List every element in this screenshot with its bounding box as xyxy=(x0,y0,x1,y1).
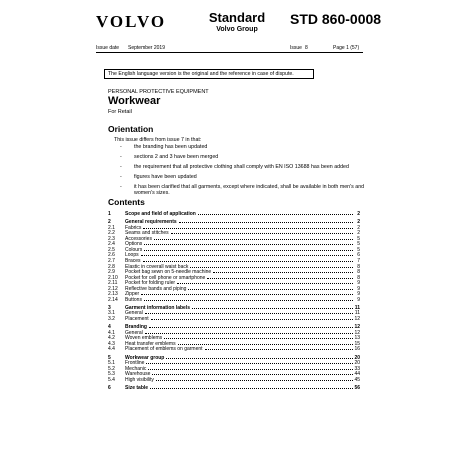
toc-page: 9 xyxy=(357,285,360,292)
toc-page: 5 xyxy=(357,246,360,253)
orientation-list xyxy=(120,144,370,200)
toc-number: 5.1 xyxy=(108,360,115,367)
toc-number: 2 xyxy=(108,219,111,226)
toc-page: 16 xyxy=(354,346,360,353)
toc-label: Options xyxy=(125,241,143,248)
toc-label: Garment information labels xyxy=(125,304,191,311)
toc-leader xyxy=(207,274,353,279)
toc-leader xyxy=(213,268,353,273)
issue-date: September 2019 xyxy=(128,45,165,51)
toc-leader xyxy=(166,354,353,359)
toc-leader xyxy=(144,296,353,301)
toc-number: 4.3 xyxy=(108,340,115,347)
category-label: PERSONAL PROTECTIVE EQUIPMENT xyxy=(108,89,209,95)
toc-leader xyxy=(145,309,353,314)
document-subtitle: For Retail xyxy=(108,109,132,115)
toc-label: Scope and field of application xyxy=(125,211,196,217)
page-label: Page 1 (57) xyxy=(333,45,360,51)
document-title: Workwear xyxy=(108,95,161,107)
group-label: Volvo Group xyxy=(216,26,258,33)
toc-page: 45 xyxy=(354,376,360,383)
toc-page: 2 xyxy=(357,211,360,217)
toc-number: 4.2 xyxy=(108,335,115,342)
toc-label: Pocket for cell phone or smartphone xyxy=(125,274,206,281)
toc-leader xyxy=(179,218,353,223)
toc-leader xyxy=(146,359,353,364)
toc-page: 12 xyxy=(354,324,360,331)
toc-label: Zipper xyxy=(125,291,140,298)
issue-label: Issue xyxy=(290,45,302,51)
toc-label: Pocket for folding ruler xyxy=(125,280,176,287)
toc-leader xyxy=(192,304,353,309)
toc-leader xyxy=(171,229,353,234)
toc-label: Loops xyxy=(125,252,139,259)
toc-number: 4 xyxy=(108,324,111,331)
toc-label: Pocket bag sewn on 5-needle machine xyxy=(125,269,212,276)
toc-number: 1 xyxy=(108,211,111,217)
toc-label: Warehouse xyxy=(125,371,151,378)
toc-label: High visibility xyxy=(125,376,154,383)
toc-page: 2 xyxy=(357,230,360,237)
toc-number: 2.10 xyxy=(108,274,118,281)
toc-leader xyxy=(143,257,353,262)
standard-heading xyxy=(207,11,267,34)
toc-number: 2.2 xyxy=(108,230,115,237)
toc-label: Buttons xyxy=(125,296,142,303)
toc-number: 3.1 xyxy=(108,310,115,317)
toc-leader xyxy=(154,235,353,240)
toc-leader xyxy=(164,334,353,339)
toc-label: Frontline xyxy=(125,360,145,367)
toc-entry[interactable] xyxy=(108,210,360,216)
toc-page: 20 xyxy=(354,354,360,361)
toc-number: 3 xyxy=(108,304,111,311)
toc-number: 2.13 xyxy=(108,291,118,298)
toc-page: 2 xyxy=(357,224,360,231)
toc-number: 2.9 xyxy=(108,269,115,276)
toc-number: 5.3 xyxy=(108,371,115,378)
toc-page: 11 xyxy=(354,310,360,317)
toc-leader xyxy=(141,251,353,256)
toc-leader xyxy=(145,329,353,334)
toc-number: 2.7 xyxy=(108,257,115,264)
toc-number: 5.4 xyxy=(108,376,115,383)
toc-number: 4.4 xyxy=(108,346,115,353)
list-item: - figures have been updated xyxy=(120,174,197,180)
orientation-heading: Orientation xyxy=(108,124,154,134)
toc-label: Woven emblems xyxy=(125,335,163,342)
toc-label: Branding xyxy=(125,324,147,331)
toc-page: 5 xyxy=(357,241,360,248)
toc-leader xyxy=(198,210,353,215)
toc-label: Seams and stitches xyxy=(125,230,169,237)
toc-entry[interactable] xyxy=(108,376,360,382)
toc-number: 2.6 xyxy=(108,252,115,259)
toc-label: Fabrics xyxy=(125,224,142,231)
toc-label: Braces xyxy=(125,257,141,264)
toc-page: 5 xyxy=(357,235,360,242)
language-notice: The English language version is the original and the reference in case of dispute. xyxy=(104,69,314,79)
toc-number: 3.2 xyxy=(108,316,115,323)
list-item: - sections 2 and 3 have been merged xyxy=(120,154,219,160)
table-of-contents xyxy=(108,210,360,389)
toc-number: 5 xyxy=(108,354,111,361)
toc-number: 6 xyxy=(108,384,111,391)
toc-number: 2.14 xyxy=(108,296,118,303)
toc-page: 9 xyxy=(357,296,360,303)
toc-page: 44 xyxy=(354,371,360,378)
toc-leader xyxy=(143,224,353,229)
toc-label: General xyxy=(125,310,143,317)
toc-label: Mechanic xyxy=(125,365,147,372)
toc-leader xyxy=(177,279,353,284)
toc-page: 11 xyxy=(354,304,360,311)
toc-page: 56 xyxy=(354,384,360,391)
toc-entry[interactable] xyxy=(108,345,360,351)
list-item: - the requirement that all protective clothing shall comply with EN ISO 13688 has been added xyxy=(120,164,349,170)
toc-page: 15 xyxy=(354,340,360,347)
toc-page: 13 xyxy=(354,335,360,342)
toc-leader xyxy=(152,370,353,375)
toc-page: 2 xyxy=(357,219,360,226)
toc-leader xyxy=(156,376,353,381)
toc-page: 12 xyxy=(354,316,360,323)
toc-number: 2.5 xyxy=(108,246,115,253)
toc-number: 5.2 xyxy=(108,365,115,372)
standard-label: Standard xyxy=(208,10,266,25)
toc-number: 2.4 xyxy=(108,241,115,248)
toc-page: 20 xyxy=(354,360,360,367)
toc-page: 8 xyxy=(357,263,360,270)
toc-label: Accessories xyxy=(125,235,152,242)
toc-page: 33 xyxy=(354,365,360,372)
toc-label: Placement of emblems on garment xyxy=(125,346,203,353)
toc-label: Workwear group xyxy=(125,354,165,361)
volvo-logo: VOLVO xyxy=(96,12,167,31)
toc-number: 2.8 xyxy=(108,263,115,270)
toc-leader xyxy=(188,285,353,290)
toc-page: 7 xyxy=(357,257,360,264)
toc-label: General requirements xyxy=(125,219,177,226)
toc-page: 6 xyxy=(357,252,360,259)
toc-label: General xyxy=(125,329,143,336)
orientation-intro: This issue differs from issue 7 in that: xyxy=(114,137,202,143)
toc-page: 9 xyxy=(357,291,360,298)
header-divider xyxy=(96,52,363,53)
toc-label: Reflective bands and piping xyxy=(125,285,187,292)
toc-leader xyxy=(190,263,353,268)
toc-label: Placement xyxy=(125,316,149,323)
list-item: - it has been clarified that all garments, except where indicated, shall be available in both men's and women's sizes. xyxy=(120,184,365,196)
issue-number: 8 xyxy=(305,45,308,51)
toc-leader xyxy=(144,246,353,251)
toc-leader xyxy=(205,345,353,350)
list-item: - the branding has been updated xyxy=(120,144,208,150)
toc-entry[interactable] xyxy=(108,384,360,390)
toc-leader xyxy=(149,323,353,328)
contents-heading: Contents xyxy=(108,197,145,207)
toc-leader xyxy=(178,340,353,345)
toc-page: 8 xyxy=(357,269,360,276)
toc-number: 2.1 xyxy=(108,224,115,231)
issue-date-label: Issue date xyxy=(96,45,120,51)
toc-entry[interactable] xyxy=(108,315,360,321)
toc-page: 12 xyxy=(354,329,360,336)
toc-number: 2.3 xyxy=(108,235,115,242)
toc-entry[interactable] xyxy=(108,296,360,302)
toc-number: 2.12 xyxy=(108,285,118,292)
toc-leader xyxy=(150,384,353,389)
toc-label: Size table xyxy=(125,384,149,391)
toc-page: 8 xyxy=(357,274,360,281)
toc-label: Heat transfer emblems xyxy=(125,340,176,347)
toc-leader xyxy=(144,240,353,245)
toc-label: Colours xyxy=(125,246,143,253)
toc-leader xyxy=(141,290,353,295)
toc-label: Elastic in coverall waist back xyxy=(125,263,189,270)
toc-leader xyxy=(148,365,353,370)
toc-leader xyxy=(151,315,353,320)
toc-page: 9 xyxy=(357,280,360,287)
toc-number: 2.11 xyxy=(108,280,118,287)
document-number: STD 860-0008 xyxy=(290,11,382,27)
toc-number: 4.1 xyxy=(108,329,115,336)
